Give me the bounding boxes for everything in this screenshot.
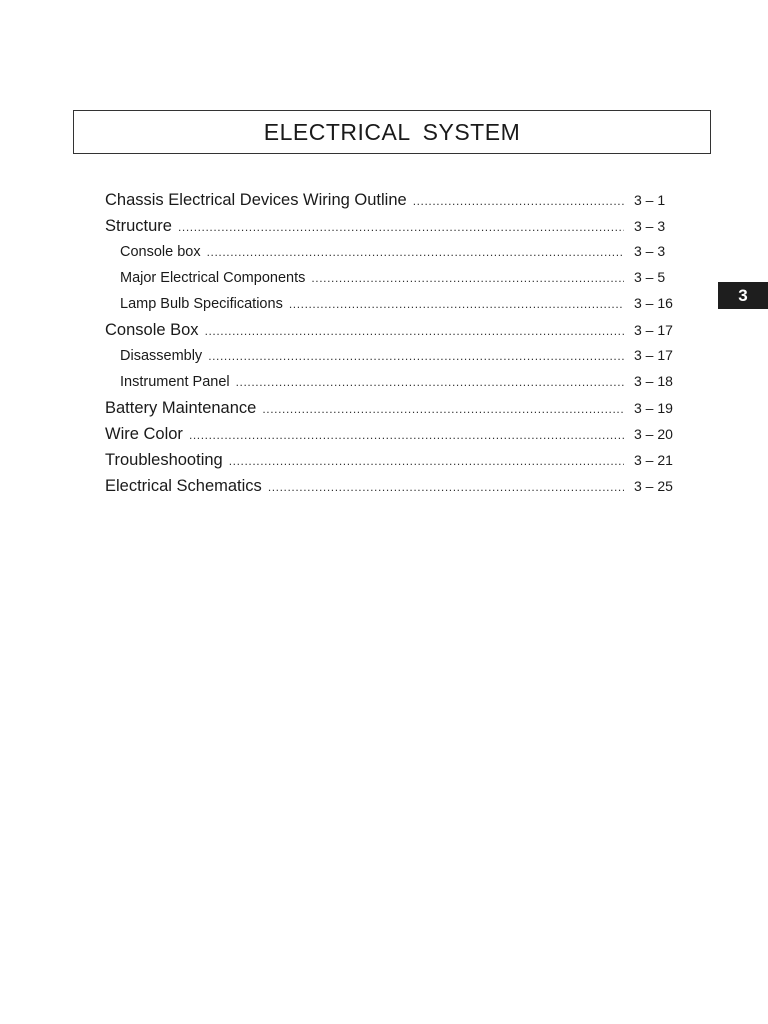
dot-leader [205,324,624,338]
toc-entry-page: 3 – 20 [634,426,673,442]
toc-entry-troubleshooting[interactable] [105,451,677,477]
toc-entry-label: Wire Color [105,425,183,443]
toc-entry-structure[interactable] [105,217,677,243]
toc-entry-label: Lamp Bulb Specifications [120,296,283,312]
toc-entry-label: Console Box [105,321,199,339]
toc-entry-page: 3 – 3 [634,218,666,234]
toc-entry-page: 3 – 3 [634,243,666,259]
dot-leader [208,349,624,363]
toc-entry-battery-maintenance[interactable] [105,399,677,425]
dot-leader [178,220,624,234]
toc-entry-console-box-sub[interactable] [105,243,677,269]
toc-entry-label: Chassis Electrical Devices Wiring Outline [105,191,407,209]
dot-leader [229,454,624,468]
toc-entry-page: 3 – 18 [634,373,673,389]
toc-entry-label: Console box [120,244,201,260]
toc-entry-instrument-panel[interactable] [105,373,677,399]
dot-leader [413,194,624,208]
toc-entry-page: 3 – 17 [634,322,673,338]
toc-entry-wire-color[interactable] [105,425,677,451]
table-of-contents [105,191,677,503]
toc-entry-page: 3 – 17 [634,347,673,363]
toc-entry-major-electrical-components[interactable] [105,269,677,295]
toc-entry-chassis-wiring-outline[interactable] [105,191,677,217]
toc-entry-page: 3 – 19 [634,400,673,416]
toc-entry-electrical-schematics[interactable] [105,477,677,503]
section-title-box [73,110,711,154]
toc-entry-console-box[interactable] [105,321,677,347]
toc-entry-label: Instrument Panel [120,374,230,390]
dot-leader [189,428,624,442]
toc-entry-label: Structure [105,217,172,235]
toc-entry-label: Battery Maintenance [105,399,257,417]
toc-entry-disassembly[interactable] [105,347,677,373]
toc-entry-lamp-bulb-specifications[interactable] [105,295,677,321]
toc-entry-label: Disassembly [120,348,203,364]
dot-leader [236,375,624,389]
toc-entry-label: Electrical Schematics [105,477,262,495]
toc-entry-page: 3 – 5 [634,269,666,285]
toc-entry-page: 3 – 25 [634,478,673,494]
toc-entry-page: 3 – 21 [634,452,673,468]
dot-leader [311,271,624,285]
dot-leader [262,402,624,416]
dot-leader [289,297,624,311]
section-title: ELECTRICAL SYSTEM [263,118,521,145]
chapter-tab[interactable]: 3 [718,282,768,309]
dot-leader [268,480,624,494]
toc-entry-page: 3 – 1 [634,192,666,208]
toc-entry-label: Major Electrical Components [120,270,306,286]
toc-entry-label: Troubleshooting [105,451,223,469]
dot-leader [207,245,624,259]
toc-entry-page: 3 – 16 [634,295,673,311]
